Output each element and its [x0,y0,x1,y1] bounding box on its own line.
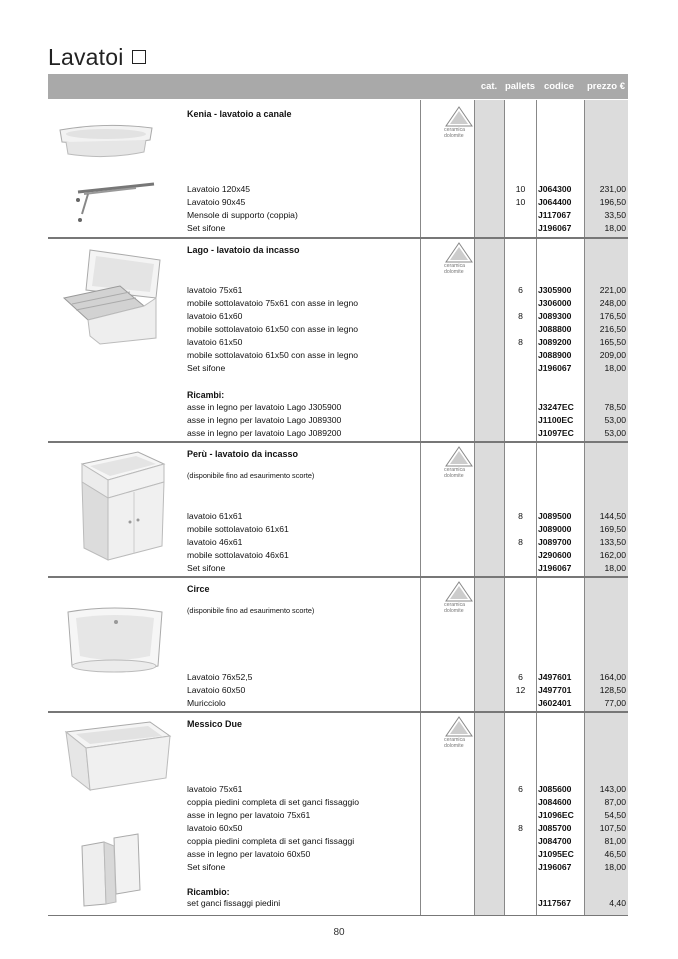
table-row [0,684,678,697]
row-price: 209,00 [599,350,626,360]
row-code: J1097EC [538,428,574,438]
row-price: 46,50 [604,849,626,859]
row-price: 133,50 [599,537,626,547]
row-code: J064300 [538,184,572,194]
logo-text-line2: dolomite [444,608,464,614]
table-row [0,362,678,375]
table-row [0,536,678,549]
row-code: J306000 [538,298,572,308]
row-code: J089200 [538,337,572,347]
row-code: J089300 [538,311,572,321]
table-row [0,835,678,848]
row-code: J117067 [538,210,571,220]
row-description: Mensole di supporto (coppia) [187,210,298,220]
header-prezzo: prezzo € [586,81,625,92]
row-price: 164,00 [599,672,626,682]
section-title-messico-due: Messico Due [187,719,243,729]
row-price: 128,50 [599,685,626,695]
row-price: 4,40 [609,898,626,908]
availability-note: (disponibile fino ad esaurimento scorte) [187,471,315,480]
table-row [0,796,678,809]
table-row [0,562,678,575]
row-pallets: 8 [518,823,523,833]
row-code: J085700 [538,823,572,833]
table-row [0,297,678,310]
logo-text-line1: ceramica [444,602,466,608]
table-row [0,671,678,684]
logo-text-line2: dolomite [444,133,464,139]
section-separator [48,441,628,443]
table-row [0,349,678,362]
row-pallets: 8 [518,537,523,547]
row-description: Lavatoio 60x50 [187,685,246,695]
row-code: J196067 [538,862,572,872]
row-description: Muricciolo [187,698,226,708]
logo-text-line1: ceramica [444,467,466,473]
header-codice: codice [543,81,575,92]
logo-text-line2: dolomite [444,473,464,479]
table-row [0,549,678,562]
row-price: 18,00 [604,363,626,373]
table-row [0,183,678,196]
row-code: J064400 [538,197,572,207]
row-code: J084600 [538,797,572,807]
table-bottom-line [48,915,628,916]
row-pallets: 6 [518,784,523,794]
row-price: 176,50 [599,311,626,321]
section-separator [48,237,628,239]
row-price: 77,00 [604,698,626,708]
kenia-sink-image [56,120,156,162]
table-row [0,336,678,349]
row-description: coppia piedini completa di set ganci fissaggi [187,836,355,846]
logo-text-line1: ceramica [444,263,466,269]
row-description: mobile sottolavatoio 61x50 con asse in legno [187,324,359,334]
logo-triangle-icon [444,242,474,264]
row-price: 18,00 [604,563,626,573]
row-description: lavatoio 61x50 [187,337,243,347]
section-title-kenia: Kenia - lavatoio a canale [187,109,292,119]
row-code: J1100EC [538,415,574,425]
row-code: J089700 [538,537,572,547]
row-code: J196067 [538,363,572,373]
row-price: 143,00 [599,784,626,794]
ceramica-dolomite-logo [444,242,474,276]
row-code: J602401 [538,698,572,708]
row-pallets: 12 [515,685,526,695]
row-price: 87,00 [604,797,626,807]
row-description: Set sifone [187,223,226,233]
row-price: 81,00 [604,836,626,846]
page-title-text: Lavatoi [48,44,124,70]
row-pallets: 6 [518,672,523,682]
section-separator [48,576,628,578]
row-description: Set sifone [187,563,226,573]
row-code: J497701 [538,685,572,695]
row-description: lavatoio 75x61 [187,285,243,295]
row-price: 248,00 [599,298,626,308]
row-price: 18,00 [604,223,626,233]
row-code: J196067 [538,563,572,573]
logo-triangle-icon [444,106,474,128]
row-description: coppia piedini completa di set ganci fissaggio [187,797,359,807]
row-code: J085600 [538,784,572,794]
logo-text-line2: dolomite [444,269,464,275]
subsection-title: Ricambio: [187,887,230,897]
ceramica-dolomite-logo [444,446,474,480]
row-code: J3247EC [538,402,574,412]
row-description: Set sifone [187,862,226,872]
table-row [0,809,678,822]
table-row [0,697,678,710]
table-row [0,783,678,796]
ceramica-dolomite-logo [444,716,474,750]
row-description: asse in legno per lavatoio 60x50 [187,849,311,859]
row-description: asse in legno per lavatoio Lago J089300 [187,415,342,425]
row-description: set ganci fissaggi piedini [187,898,281,908]
row-price: 231,00 [599,184,626,194]
row-description: mobile sottolavatoio 61x61 [187,524,289,534]
table-row [0,209,678,222]
row-code: J088900 [538,350,572,360]
row-description: Lavatoio 76x52,5 [187,672,253,682]
row-pallets: 8 [518,337,523,347]
row-code: J084700 [538,836,572,846]
table-row [0,323,678,336]
table-row [0,897,678,910]
page-number: 80 [333,927,345,938]
row-code: J497601 [538,672,572,682]
row-description: mobile sottolavatoio 75x61 con asse in legno [187,298,359,308]
section-title-circe: Circe [187,584,210,594]
row-description: mobile sottolavatoio 61x50 con asse in legno [187,350,359,360]
row-price: 107,50 [599,823,626,833]
row-pallets: 10 [515,197,526,207]
logo-triangle-icon [444,581,474,603]
subsection-title: Ricambi: [187,390,225,400]
row-code: J089000 [538,524,572,534]
row-description: lavatoio 60x50 [187,823,243,833]
table-row [0,414,678,427]
ceramica-dolomite-logo [444,581,474,615]
row-description: lavatoio 61x61 [187,511,243,521]
row-code: J088800 [538,324,572,334]
row-code: J117567 [538,898,571,908]
row-price: 54,50 [604,810,626,820]
row-price: 165,50 [599,337,626,347]
row-description: lavatoio 61x60 [187,311,243,321]
table-row [0,848,678,861]
page-title [48,44,146,71]
logo-triangle-icon [444,716,474,738]
row-description: asse in legno per lavatoio 75x61 [187,810,311,820]
row-price: 144,50 [599,511,626,521]
row-price: 196,50 [599,197,626,207]
row-description: mobile sottolavatoio 46x61 [187,550,289,560]
table-row [0,401,678,414]
row-description: asse in legno per lavatoio Lago J305900 [187,402,342,412]
row-description: lavatoio 46x61 [187,537,243,547]
row-pallets: 6 [518,285,523,295]
row-code: J196067 [538,223,572,233]
logo-triangle-icon [444,446,474,468]
logo-text-line1: ceramica [444,737,466,743]
availability-note: (disponibile fino ad esaurimento scorte) [187,606,315,615]
table-row [0,510,678,523]
header-cat: cat. [480,81,498,92]
row-pallets: 10 [515,184,526,194]
row-code: J290600 [538,550,572,560]
row-description: Lavatoio 90x45 [187,197,246,207]
row-description: lavatoio 75x61 [187,784,243,794]
section-separator [48,711,628,713]
ceramica-dolomite-logo [444,106,474,140]
row-pallets: 8 [518,511,523,521]
table-row [0,196,678,209]
table-row [0,222,678,235]
row-price: 33,50 [604,210,626,220]
table-row [0,523,678,536]
row-description: Set sifone [187,363,226,373]
row-code: J1095EC [538,849,574,859]
table-header [48,74,628,99]
row-price: 221,00 [599,285,626,295]
row-code: J089500 [538,511,572,521]
section-title-peru: Perù - lavatoio da incasso [187,449,299,459]
row-description: asse in legno per lavatoio Lago J089200 [187,428,342,438]
row-price: 18,00 [604,862,626,872]
table-row [0,861,678,874]
row-price: 78,50 [604,402,626,412]
table-row [0,310,678,323]
checkbox-square-icon [132,50,146,64]
row-price: 53,00 [604,415,626,425]
row-pallets: 8 [518,311,523,321]
table-row [0,822,678,835]
row-description: Lavatoio 120x45 [187,184,251,194]
logo-text-line1: ceramica [444,127,466,133]
section-title-lago: Lago - lavatoio da incasso [187,245,300,255]
row-code: J305900 [538,285,572,295]
row-price: 169,50 [599,524,626,534]
logo-text-line2: dolomite [444,743,464,749]
row-price: 216,50 [599,324,626,334]
header-pallets: pallets [504,81,536,92]
row-price: 162,00 [599,550,626,560]
table-row [0,284,678,297]
row-price: 53,00 [604,428,626,438]
table-row [0,427,678,440]
row-code: J1096EC [538,810,574,820]
